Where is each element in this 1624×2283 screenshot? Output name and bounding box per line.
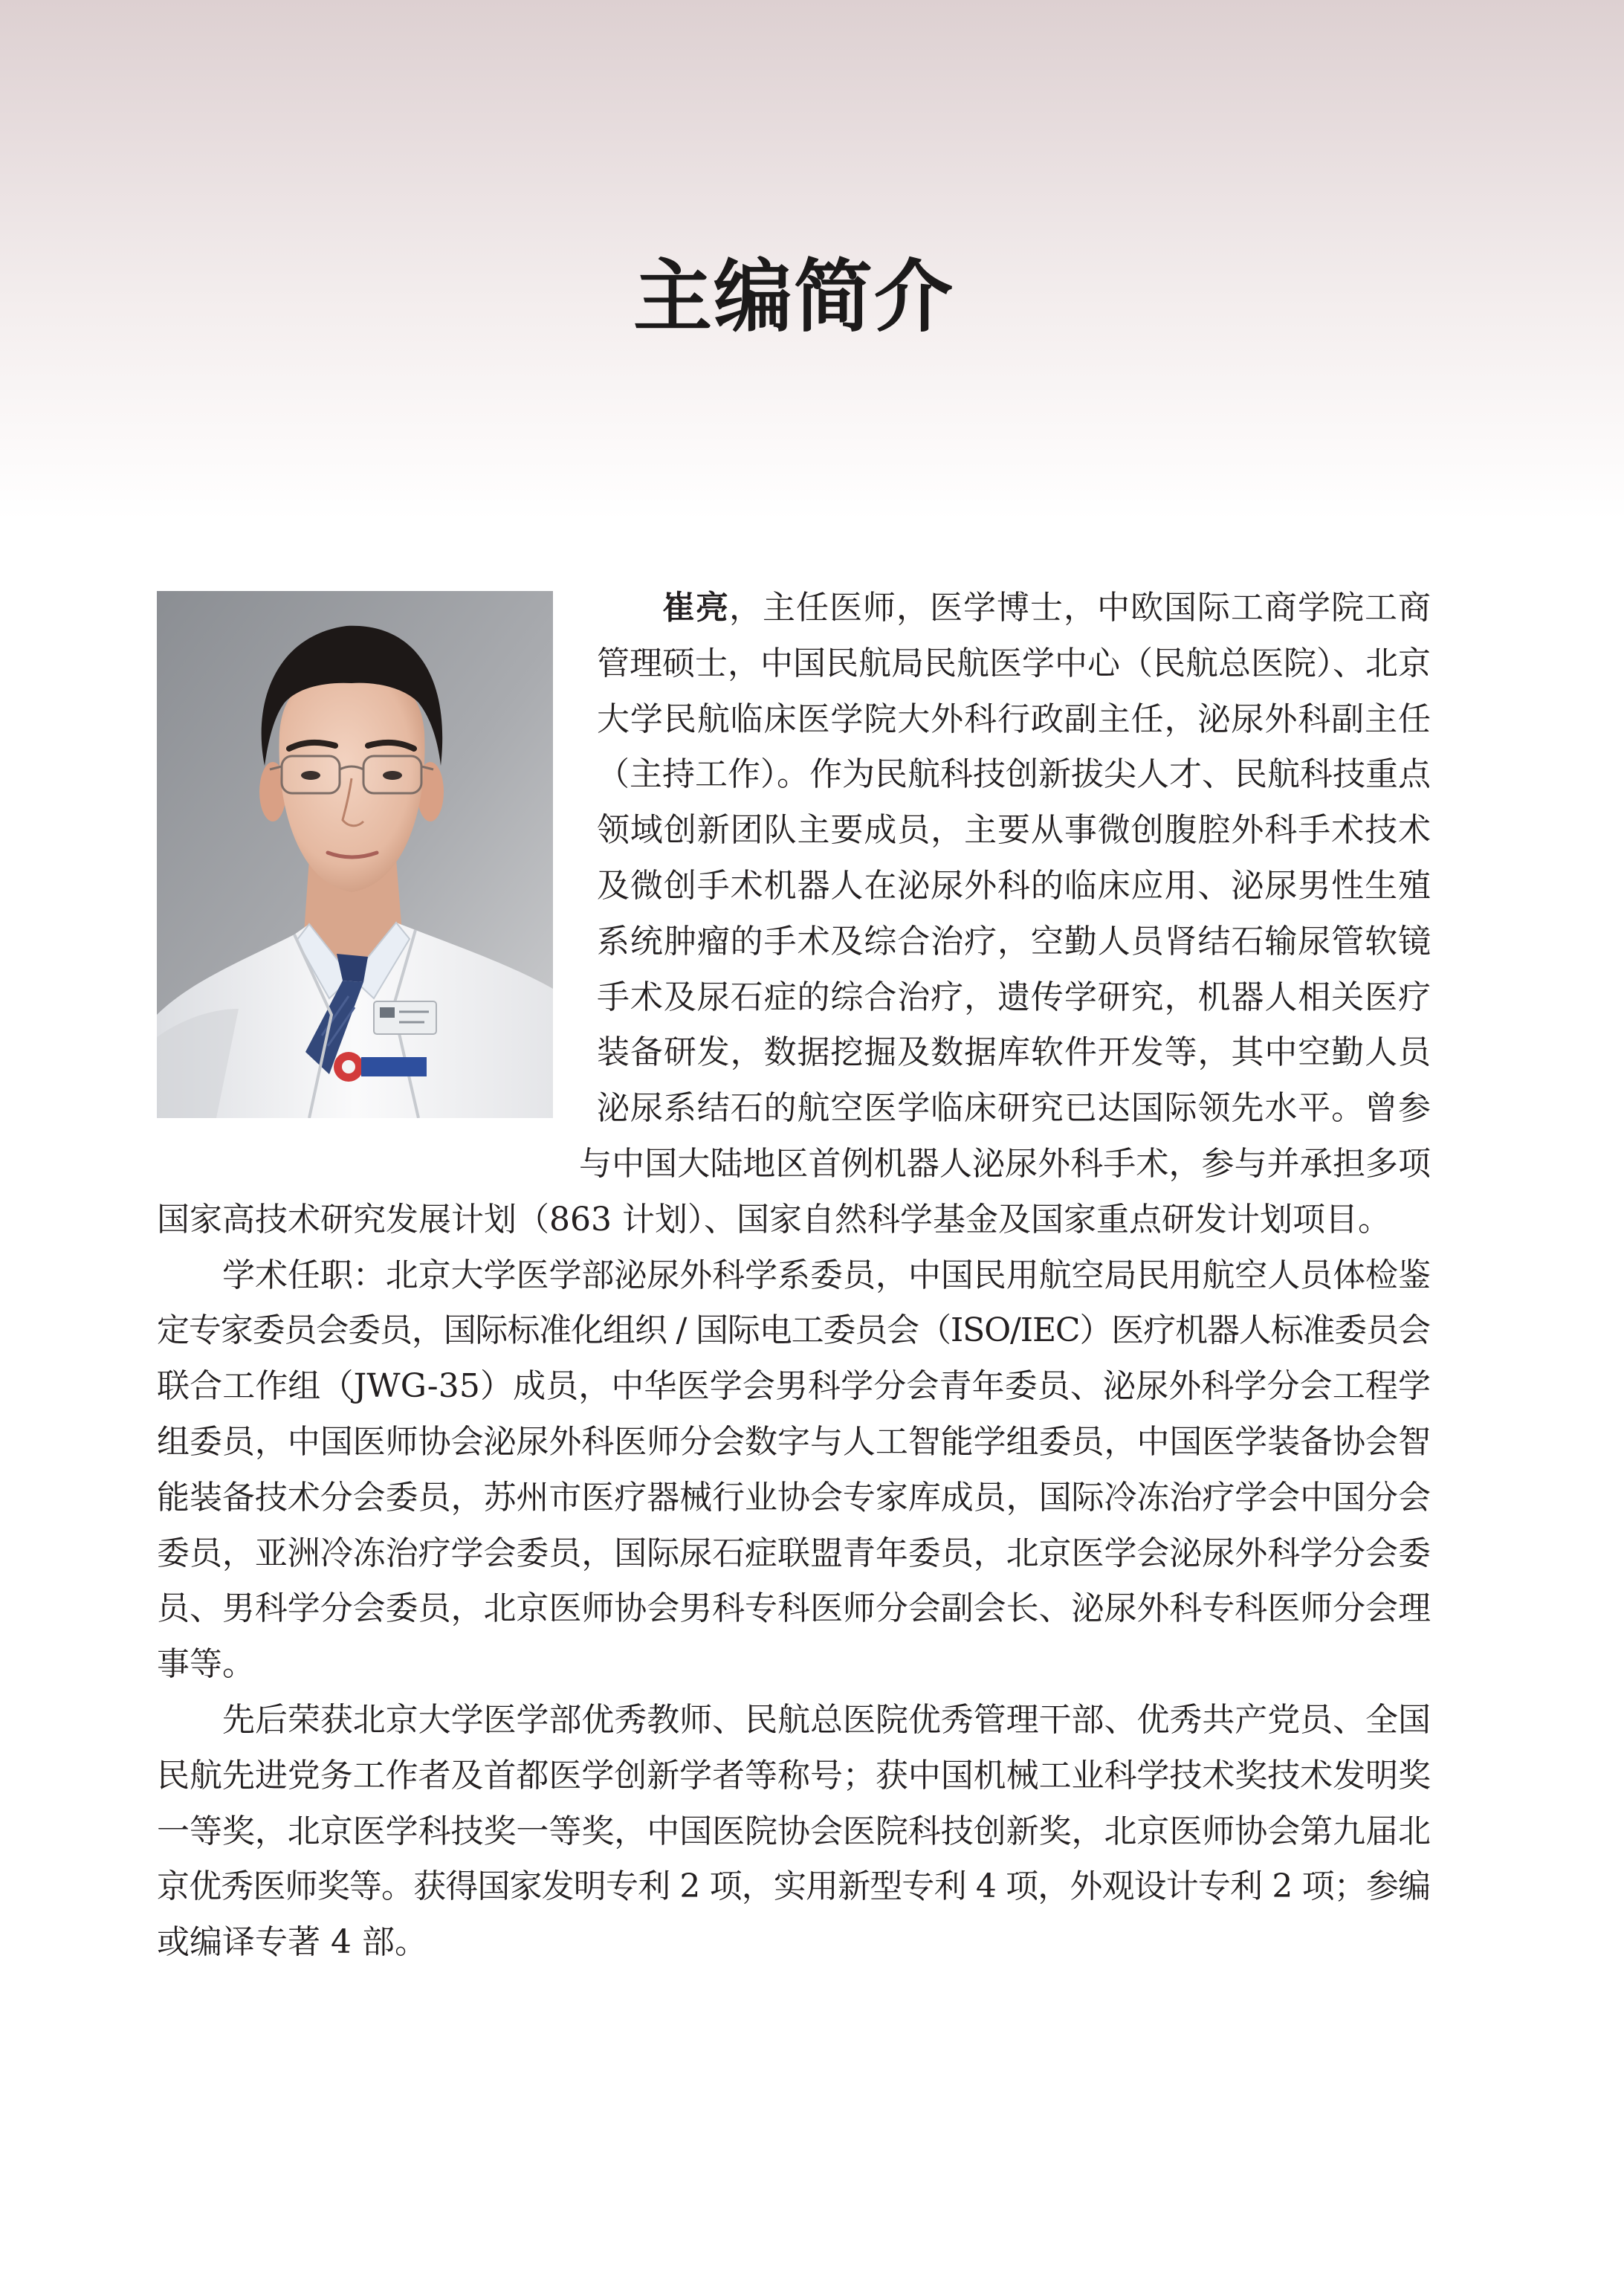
bio-line — [597, 581, 1431, 636]
academic-positions-line: 联合工作组（JWG-35）成员，中华医学会男科学分会青年委员、泌尿外科学分会工程学 — [157, 1367, 1431, 1406]
academic-positions-line: 学术任职：北京大学医学部泌尿外科学系委员，中国民用航空局民用航空人员体检鉴 — [222, 1256, 1431, 1294]
author-name: 崔亮 — [662, 589, 729, 627]
academic-positions-line: 委员，亚洲冷冻治疗学会委员，国际尿石症联盟青年委员，北京医学会泌尿外科学分会委 — [157, 1534, 1431, 1572]
bio-line: 泌尿系结石的航空医学临床研究已达国际领先水平。曾参 — [597, 1089, 1431, 1128]
bio-text-beside-photo — [597, 581, 1431, 1137]
academic-positions-line: 能装备技术分会委员，苏州市医疗器械行业协会专家库成员，国际冷冻治疗学会中国分会 — [157, 1478, 1431, 1517]
academic-positions-line: 员、男科学分会委员，北京医师协会男科专科医师分会副会长、泌尿外科专科医师分会理 — [157, 1589, 1431, 1628]
honors-line: 民航先进党务工作者及首都医学创新学者等称号；获中国机械工业科学技术奖技术发明奖 — [157, 1756, 1431, 1795]
bio-line: （主持工作）。作为民航科技创新拔尖人才、民航科技重点 — [597, 755, 1431, 794]
bio-line: 国家高技术研究发展计划（863 计划）、国家自然科学基金及国家重点研发计划项目。 — [157, 1200, 1391, 1239]
honors-line: 先后荣获北京大学医学部优秀教师、民航总医院优秀管理干部、优秀共产党员、全国 — [222, 1700, 1431, 1739]
page-title: 主编简介 — [633, 251, 954, 343]
academic-positions-line: 事等。 — [157, 1645, 255, 1684]
honors-line: 或编译专著 4 部。 — [157, 1923, 427, 1962]
academic-positions-line: 定专家委员会委员，国际标准化组织 / 国际电工委员会（ISO/IEC）医疗机器人标准委员会 — [157, 1311, 1430, 1350]
bio-line: 系统肿瘤的手术及综合治疗，空勤人员肾结石输尿管软镜 — [597, 922, 1431, 960]
hospital-label — [361, 1057, 427, 1076]
bio-line-text: ，主任医师，医学博士，中欧国际工商学院工商 — [729, 589, 1431, 627]
bio-line: 及微创手术机器人在泌尿外科的临床应用、泌尿男性生殖 — [597, 866, 1431, 905]
bio-line: 与中国大陆地区首例机器人泌尿外科手术，参与并承担多项 — [579, 1145, 1431, 1183]
bio-line: 大学民航临床医学院大外科行政副主任，泌尿外科副主任 — [597, 700, 1431, 738]
honors-line: 一等奖，北京医学科技奖一等奖，中国医院协会医院科技创新奖，北京医师协会第九届北 — [157, 1812, 1431, 1850]
bio-line: 管理硕士，中国民航局民航医学中心（民航总医院）、北京 — [597, 644, 1431, 682]
hospital-emblem-center — [342, 1060, 355, 1073]
bio-line: 领域创新团队主要成员，主要从事微创腹腔外科手术技术 — [597, 811, 1431, 850]
honors-line: 京优秀医师奖等。获得国家发明专利 2 项，实用新型专利 4 项，外观设计专利 2 项；参编 — [157, 1867, 1431, 1906]
author-photo — [157, 591, 553, 1118]
bio-line: 手术及尿石症的综合治疗，遗传学研究，机器人相关医疗 — [597, 978, 1431, 1016]
bio-text-below-photo — [579, 1137, 1431, 1192]
academic-positions-line: 组委员，中国医师协会泌尿外科医师分会数字与人工智能学组委员，中国医学装备协会智 — [157, 1422, 1431, 1461]
bio-text-full-width — [157, 1192, 1431, 1971]
author-portrait — [157, 591, 553, 1118]
bio-line: 装备研发，数据挖掘及数据库软件开发等，其中空勤人员 — [597, 1033, 1431, 1072]
badge-mark — [380, 1007, 395, 1018]
